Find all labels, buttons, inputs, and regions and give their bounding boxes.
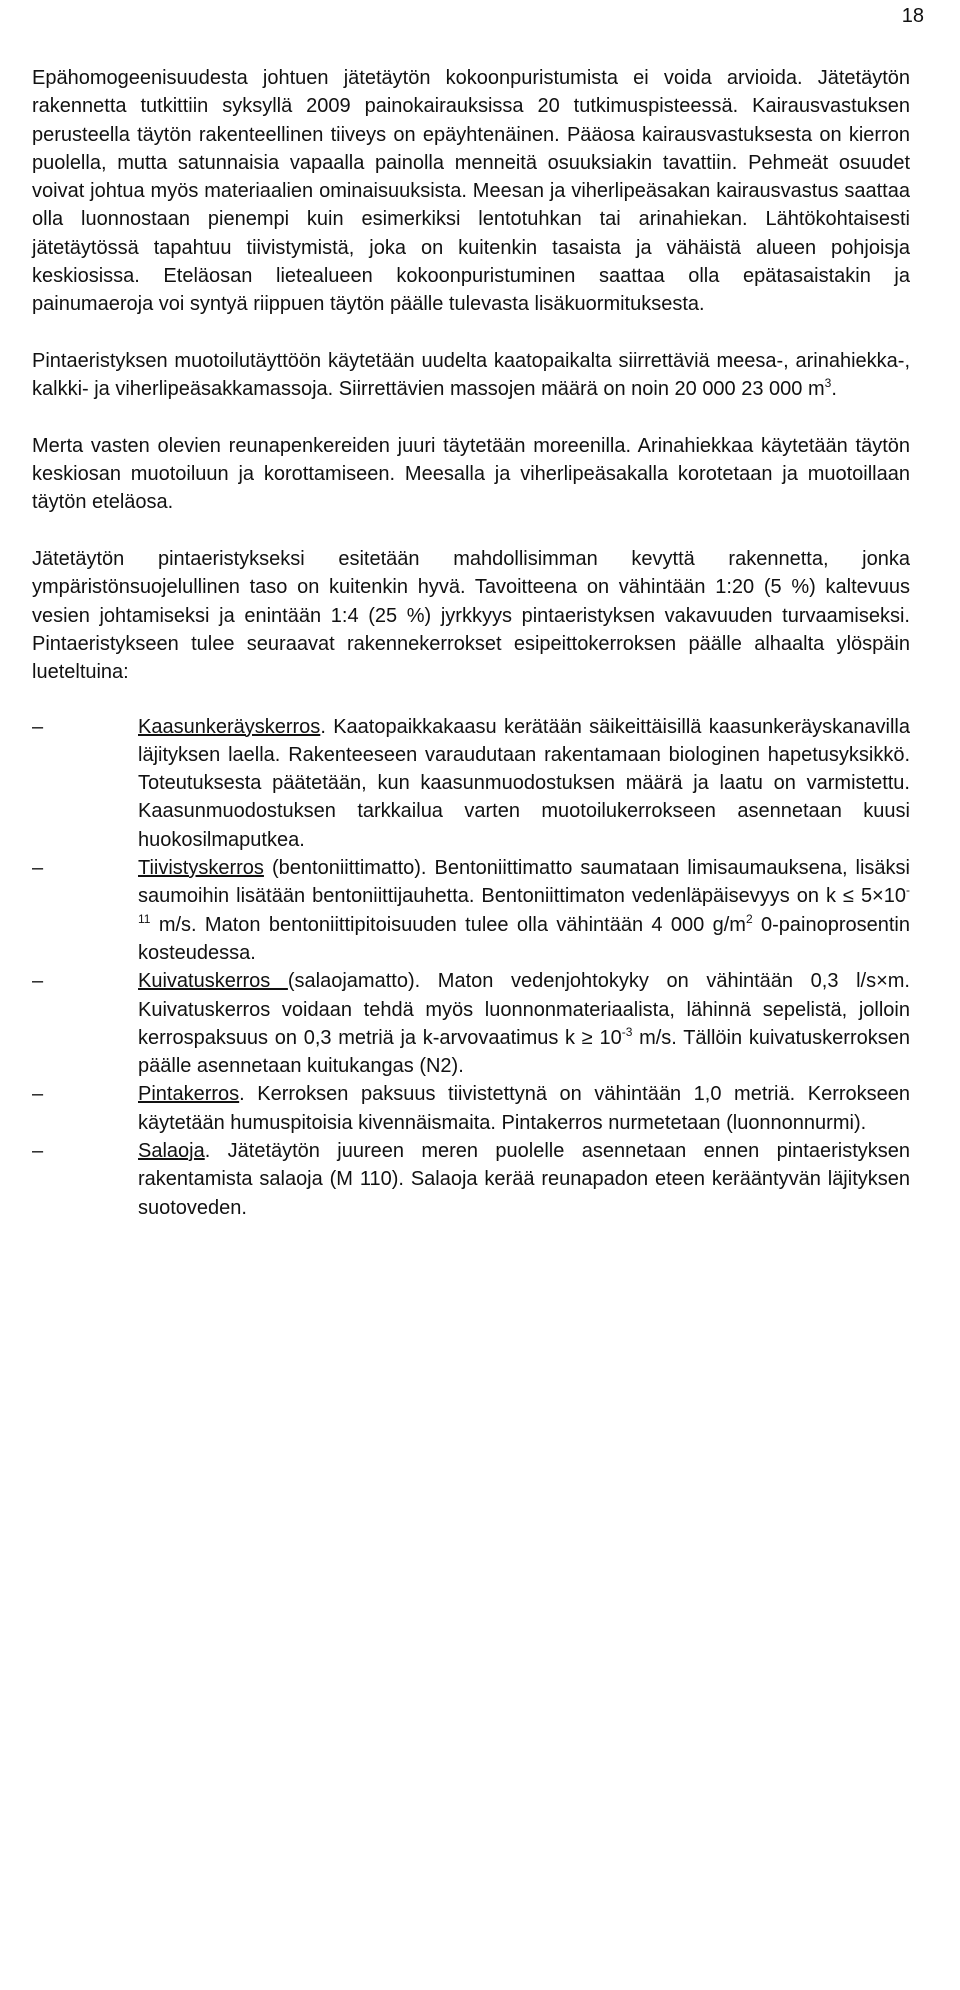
layer-description: . Kaatopaikkakaasu kerätään säikeittäisillä kaasunkeräyskanavilla läjityksen laella. Rakenteeseen varaudutaan rakentamaan biologinen hapetusyksikkö. Toteutuksesta päätetään, kun kaasunmuodostuksen määrä ja laatu on varmistettu. Kaasunmuodostuksen tarkkailua varten muotoilukerrokseen asennetaan kuusi huokosilmaputkea. xyxy=(138,715,910,851)
layer-item-drain-pipe xyxy=(32,1137,910,1222)
layer-item-drainage xyxy=(32,967,910,1080)
list-dash: – xyxy=(32,857,44,880)
paragraph-shaping-fill-text: Pintaeristyksen muotoilutäyttöön käytetään uudelta kaatopaikalta siirrettäviä meesa-, arinahiekka-, kalkki- ja viherlipeäsakkamassoja. Siirrettävien massojen määrä on noin 20 000 23 000 m xyxy=(32,349,910,401)
layer-description-cont: m/s. Tällöin kuivatuskerroksen päälle asennetaan kuitukangas (N2). xyxy=(138,1026,910,1078)
paragraph-shaping-fill xyxy=(32,347,910,404)
list-dash: – xyxy=(32,970,44,993)
layer-item-gas-collection xyxy=(32,713,910,854)
layer-description-end: 0-painoprosentin kosteudessa. xyxy=(138,913,910,964)
exponent: -11 xyxy=(138,883,910,926)
paragraph-materials: Merta vasten olevien reunapenkereiden juuri täytetään moreenilla. Arinahiekkaa käytetään täytön keskiosan muotoiluun ja korottamiseen. Meesalla ja viherlipeäsakalla korotetaan ja muotoillaan täytön eteläosa. xyxy=(32,434,910,514)
document-body xyxy=(32,64,910,1222)
layer-description: . Kerroksen paksuus tiivistettynä on vähintään 1,0 metriä. Kerrokseen käytetään humuspitoisia kivennäismaita. Pintakerros nurmetetaan (luonnonnurmi). xyxy=(138,1083,910,1134)
layer-name: Kaasunkeräyskerros xyxy=(138,715,321,738)
list-dash: – xyxy=(32,1139,44,1162)
page-number: 18 xyxy=(901,5,924,27)
layer-name: Tiivistyskerros xyxy=(138,857,264,880)
layer-name: Kuivatuskerros xyxy=(138,970,288,993)
unit-superscript: 3 xyxy=(824,376,832,391)
list-dash: – xyxy=(32,715,44,738)
layer-description: (salaojamatto). Maton vedenjohtokyky on vähintään 0,3 l/s×m. Kuivatuskerros voidaan tehdä myös luonnonmateriaalista, lähinnä sepelistä, jolloin kerrospaksuus on 0,3 metriä ja k-arvovaatimus k ≥ 10 xyxy=(138,970,910,1049)
layer-item-surface xyxy=(32,1080,910,1137)
layer-description: (bentoniittimatto). Bentoniittimatto saumataan limisaumauksena, lisäksi saumoihin lisätään bentoniittijauhetta. Bentoniittimaton vedenläpäisevyys on k ≤ 5×10 xyxy=(138,857,910,908)
layer-description-cont: m/s. Maton bentoniittipitoisuuden tulee olla vähintään 4 000 g/m xyxy=(150,913,746,936)
layer-list xyxy=(32,713,910,1222)
paragraph-surface-insulation: Jätetäytön pintaeristykseksi esitetään mahdollisimman kevyttä rakennetta, jonka ympäristönsuojelullinen taso on kuitenkin hyvä. Tavoitteena on vähintään 1:20 (5 %) kaltevuus vesien johtamiseksi ja enintään 1:4 (25 %) jyrkkyys pintaeristyksen vakavuuden turvaamiseksi. Pintaeristykseen tulee seuraavat rakennekerrokset esipeittokerroksen päälle alhaalta ylöspäin lueteltuina: xyxy=(32,548,910,684)
layer-description: . Jätetäytön juureen meren puolelle asennetaan ennen pintaeristyksen rakentamista salaoja (M 110). Salaoja kerää reunapadon eteen kerääntyvän läjityksen suotoveden. xyxy=(138,1139,910,1219)
exponent: -3 xyxy=(621,1024,633,1039)
list-dash: – xyxy=(32,1083,44,1106)
layer-name: Salaoja xyxy=(138,1139,205,1162)
exponent: 2 xyxy=(745,911,753,926)
layer-item-sealing xyxy=(32,854,910,967)
paragraph-compaction: Epähomogeenisuudesta johtuen jätetäytön kokoonpuristumista ei voida arvioida. Jätetäytön rakennetta tutkittiin syksyllä 2009 painokairauksissa 20 tutkimuspisteessä. Kairausvastuksen perusteella täytön rakenteellinen tiiveys on epäyhtenäinen. Pääosa kairausvastuksesta on kierron puolella, mutta satunnaisia vapaalla painolla menneitä osuuksiakin tavattiin. Pehmeät osuudet voivat johtua myös materiaalien ominaisuuksista. Meesan ja viherlipeäsakan kairausvastus saattaa olla luonnostaan pienempi kuin esimerkiksi lentotuhkan tai arinahiekan. Lähtökohtaisesti jätetäytössä tapahtuu tiivistymistä, joka on kuitenkin tasaista ja vähäistä alueen pohjoisja keskiosissa. Eteläosan lietealueen kokoonpuristuminen saattaa olla epätasaistakin ja painumaeroja voi syntyä riippuen täytön päälle tulevasta lisäkuormituksesta. xyxy=(32,67,910,316)
sentence-end: . xyxy=(831,378,837,401)
layer-name: Pintakerros xyxy=(138,1083,240,1106)
